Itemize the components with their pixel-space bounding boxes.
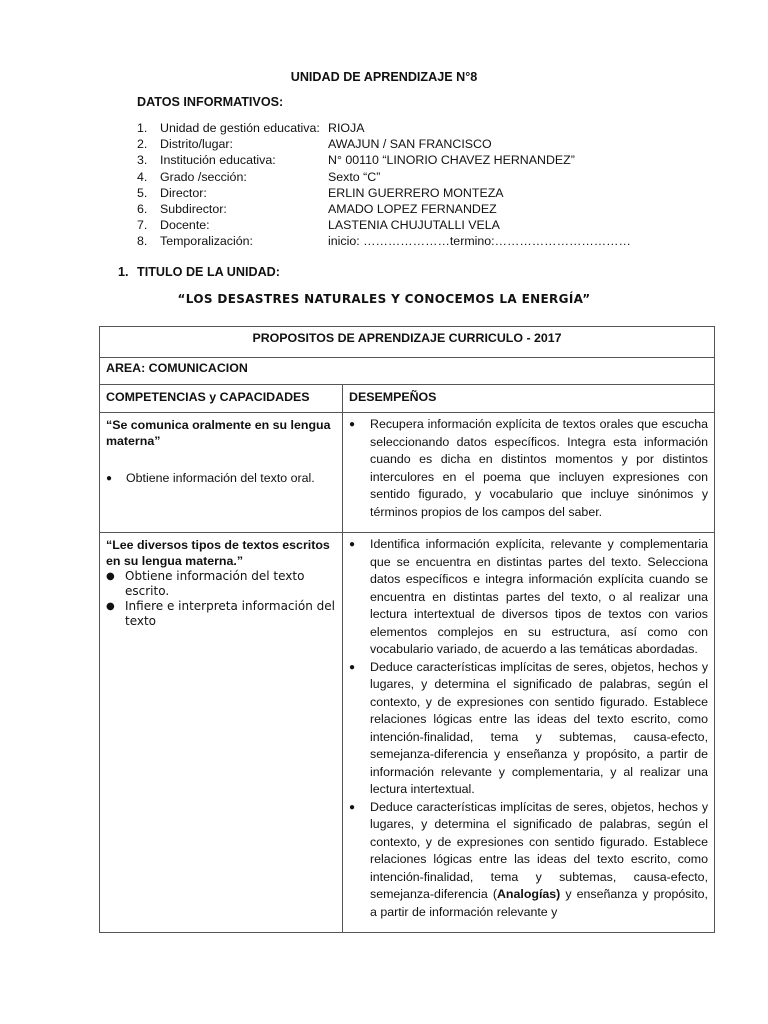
info-item: 8. Temporalización: inicio: …………………termino:…………………………… [137,234,631,249]
table-row [100,413,715,533]
info-item: 6. Subdirector: AMADO LOPEZ FERNANDEZ [137,202,497,217]
column-header-competencias: COMPETENCIAS y CAPACIDADES [100,385,343,413]
info-item: 7. Docente: LASTENIA CHUJUTALLI VELA [137,218,500,233]
desempeno-cell [343,413,715,533]
capacidad-item: ● Obtiene información del texto oral. [106,471,315,485]
desempeno-item: ● Recupera información explícita de textos orales que escucha seleccionando datos específicos. Integra esta información cuando es dicha en distintos momentos y por distintos interculores en el poema que incluyen expresiones con sentido figurado, y vocabulario que incluye sinónimos y términos propios de los campos del saber. [349,416,708,521]
capacidad-item: ● Obtiene información del texto escrito. [106,569,305,598]
analogias-emphasis: Analogías) [496,887,561,901]
info-item: 1. Unidad de gestión educativa: RIOJA [137,121,365,135]
bullet-icon: ● [349,801,356,813]
desempeno-cell [343,533,715,933]
competencia-cell [100,413,343,533]
bullet-icon: ● [349,661,356,673]
table-row [100,533,715,933]
table-header: PROPOSITOS DE APRENDIZAJE CURRICULO - 2017 [100,327,715,358]
area-label: AREA: COMUNICACION [100,358,715,385]
section-heading-titulo: 1. TITULO DE LA UNIDAD: [118,265,280,279]
column-header-desempenos: DESEMPEÑOS [343,385,715,413]
datos-informativos-heading: DATOS INFORMATIVOS: [137,95,284,109]
competencia-title: “Se comunica oralmente en su lengua materna” [106,418,331,448]
propositos-table [99,326,715,933]
desempeno-item: ● Deduce características implícitas de seres, objetos, hechos y lugares, y determina el significado de palabras, según el contexto, y de expresiones con sentido figurado. Establece relaciones lógicas entre las ideas del texto escrito, como intención-finalidad, tema y subtemas, causa-efecto, semejanza-diferencia (Analogías) y enseñanza y propósito, a partir de información relevante y [349,799,708,922]
bullet-icon: ● [106,571,115,582]
competencia-cell [100,533,343,933]
info-item: 3. Institución educativa: N° 00110 “LINORIO CHAVEZ HERNANDEZ” [137,153,575,168]
info-item: 5. Director: ERLIN GUERRERO MONTEZA [137,185,504,200]
info-item: 2. Distrito/lugar: AWAJUN / SAN FRANCISCO [137,137,492,152]
bullet-icon: ● [349,539,356,550]
bullet-icon: ● [106,473,113,484]
unit-title: “LOS DESASTRES NATURALES Y CONOCEMOS LA ENERGÍA” [177,292,591,306]
capacidad-item: ● Infiere e interpreta información del texto [106,599,335,628]
document-title: UNIDAD DE APRENDIZAJE N°8 [290,70,478,84]
desempeno-item: ● Deduce características implícitas de seres, objetos, hechos y lugares, y determina el significado de palabras, según el contexto, y de expresiones con sentido figurado. Establece relaciones lógicas entre las ideas del texto escrito, como intención-finalidad, tema y subtemas, causa-efecto, semejanza-diferencia y enseñanza y propósito, a partir de información relevante y complementaria, y al realizar una lectura intertextual. [349,659,708,799]
desempeno-item: ● Identifica información explícita, relevante y complementaria que se encuentra en distintas partes del texto. Selecciona datos específicos e integra información explícita cuando se encuentra en distintas partes del texto, o al realizar una lectura intertextual de diversos tipos de textos con varios elementos complejos en su estructura, así como con vocabulario variado, de acuerdo a las temáticas abordadas. [349,536,708,659]
bullet-icon: ● [106,601,115,612]
info-list [137,120,631,250]
competencia-title: “Lee diversos tipos de textos escritos en su lengua materna.” [106,538,330,568]
bullet-icon: ● [349,419,356,430]
info-item: 4. Grado /sección: Sexto “C” [137,169,381,184]
